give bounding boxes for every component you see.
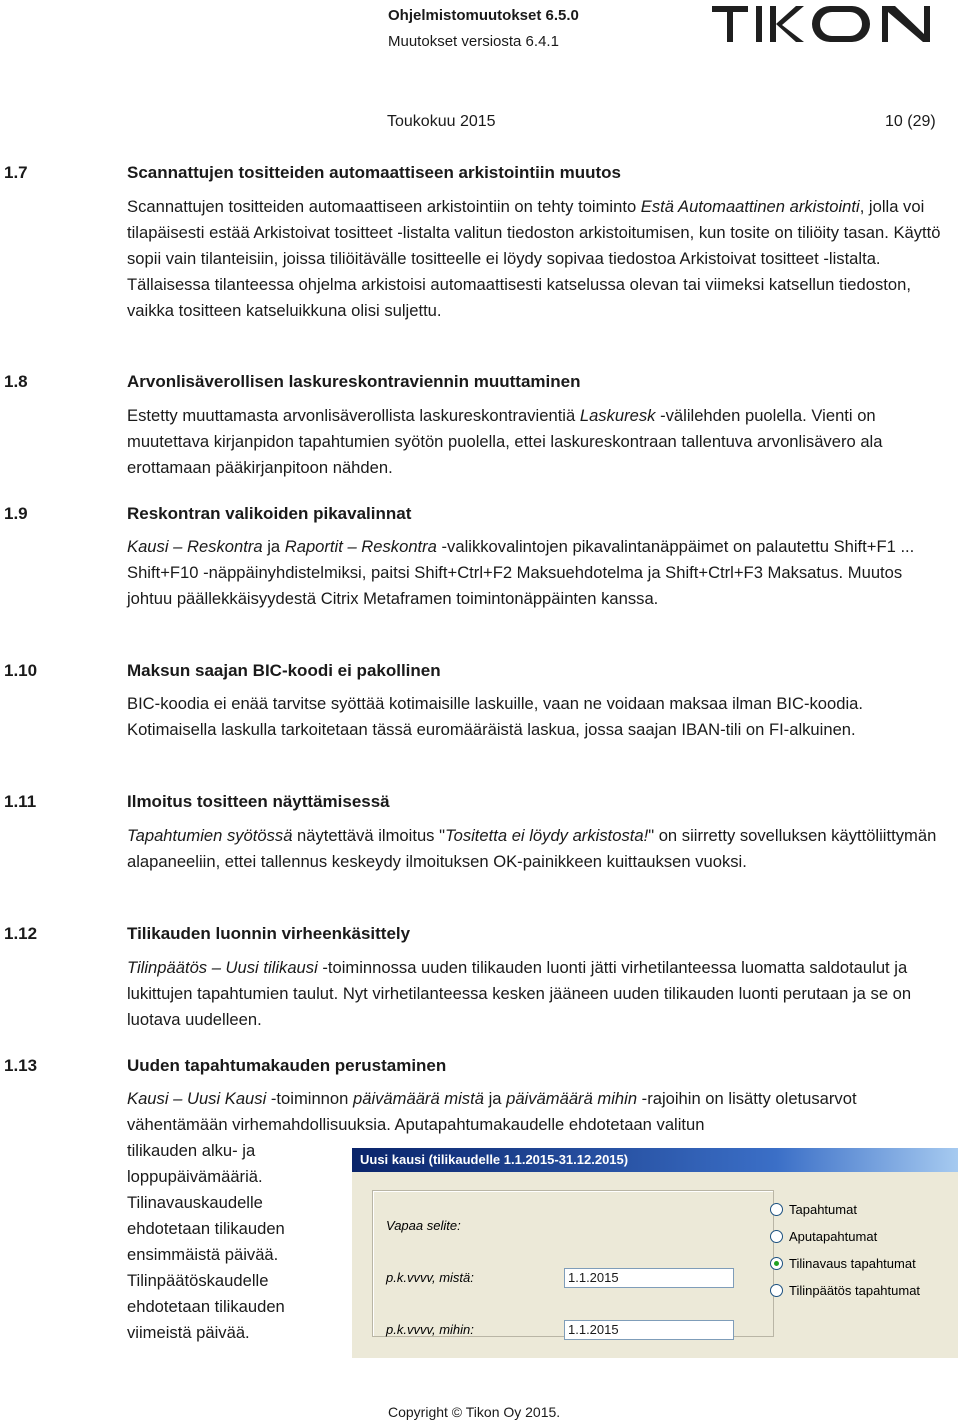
doc-date: Toukokuu 2015 [387, 113, 496, 130]
date-to-input[interactable]: 1.1.2015 [564, 1320, 734, 1340]
section-paragraph: Scannattujen tositteiden automaattiseen arkistointiin on tehty toiminto Estä Automaattinen arkistointi, jolla voi tilapäisesti estää Arkistoivat tositteet -listalta valitun tiedoston arkistoitumisen, kun tosite on tiliöity tasan. Käyttö sopii vain tilanteisiin, joissa tiliöitävälle tositteelle ei löydy sopivaa tiedostoa Arkistoivat tositteet -listalta. Tällaisessa tilanteessa ohjelma arkistoisi automaattisesti katselussa olevan tai viimeksi katsellun tiedoston, vaikka tositteen katseluikkuna olisi suljettu. [127, 197, 941, 320]
section-paragraph: Estetty muuttamasta arvonlisäverollista laskureskontravientiä Laskuresk -välilehden puolella. Vienti on muutettava kirjanpidon tapahtumien syötön puolella, ettei laskureskontraan tallentuva arvonlisävero ala erottamaan pääkirjanpitoon nähden. [127, 406, 883, 477]
section-title: Arvonlisäverollisen laskureskontraviennin muuttaminen [127, 372, 581, 391]
section-number: 1.12 [4, 924, 38, 943]
section-number: 1.8 [4, 372, 28, 391]
section-paragraph: Tilinpäätös – Uusi tilikausi -toiminnossa uuden tilikauden luonti jätti virhetilanteessa luomatta saldotaulut ja lukittujen tapahtumien taulut. Nyt virhetilanteessa kesken jääneen uuden tilikauden luonti perutaan ja se on luotava uudelleen. [127, 958, 912, 1029]
tikon-logo-mark [712, 4, 930, 44]
date-from-label: p.k.vvvv, mistä: [386, 1270, 474, 1285]
radio-aputapahtumat[interactable]: Aputapahtumat [770, 1229, 877, 1244]
doc-subtitle: Muutokset versiosta 6.4.1 [388, 33, 559, 50]
section-title: Reskontran valikoiden pikavalinnat [127, 504, 412, 523]
section-title: Tilikauden luonnin virheenkäsittely [127, 924, 411, 943]
footer-copyright: Copyright © Tikon Oy 2015. [388, 1404, 561, 1420]
doc-title: Ohjelmistomuutokset 6.5.0 [388, 7, 579, 24]
section-title: Ilmoitus tositteen näyttämisessä [127, 792, 390, 811]
section-number: 1.9 [4, 504, 28, 523]
radio-icon [770, 1203, 783, 1216]
radio-tilinavaus[interactable]: Tilinavaus tapahtumat [770, 1256, 916, 1271]
section-number: 1.10 [4, 661, 38, 680]
radio-icon [770, 1230, 783, 1243]
section-paragraph: Kausi – Reskontra ja Raportit – Reskontra -valikkovalintojen pikavalintanäppäimet on palautettu Shift+F1 ... Shift+F10 -näppäinyhdistelmiksi, paitsi Shift+Ctrl+F2 Maksuehdotelma ja Shift+Ctrl+F3 Maksatus. Muutos johtuu päällekkäisyydestä Citrix Metaframen toimintonäppäinten kanssa. [127, 537, 915, 608]
page-number: 10 (29) [885, 113, 936, 130]
dialog-title-bar: Uusi kausi (tilikaudelle 1.1.2015-31.12.2015) [352, 1148, 958, 1172]
section-number: 1.13 [4, 1056, 38, 1075]
section-paragraph: Kausi – Uusi Kausi -toiminnon päivämäärä mistä ja päivämäärä mihin -rajoihin on lisätty oletusarvot vähentämään virhemahdollisuuksia. Aputapahtumakaudelle ehdotetaan valitun [127, 1089, 857, 1134]
date-from-input[interactable]: 1.1.2015 [564, 1268, 734, 1288]
section-paragraph: Tapahtumien syötössä näytettävä ilmoitus "Tositetta ei löydy arkistosta!" on siirretty sovelluksen käyttöliittymän alapaneeliin, ettei tallennus keskeydy ilmoituksen OK-painikkeen kuittauksen vuoksi. [127, 826, 937, 871]
radio-selected-icon [770, 1257, 783, 1270]
tikon-logo [712, 4, 930, 44]
new-period-dialog [352, 1148, 958, 1358]
free-text-label: Vapaa selite: [386, 1218, 461, 1233]
radio-tilinpaatos[interactable]: Tilinpäätös tapahtumat [770, 1283, 920, 1298]
section-title: Uuden tapahtumakauden perustaminen [127, 1056, 447, 1075]
section-number: 1.11 [4, 792, 37, 811]
section-title: Scannattujen tositteiden automaattiseen arkistointiin muutos [127, 163, 622, 182]
radio-icon [770, 1284, 783, 1297]
dialog-field-group [372, 1190, 774, 1337]
section-paragraph: BIC-koodia ei enää tarvitse syöttää kotimaisille laskuille, vaan ne voidaan maksaa ilman BIC-koodia. Kotimaisella laskulla tarkoitetaan tässä euromääräistä laskua, jossa saajan IBAN-tili on FI-alkuinen. [127, 694, 864, 739]
section-side-text: tilikauden alku- ja loppupäivämääriä. Tilinavauskaudelle ehdotetaan tilikauden ensimmäistä päivää. Tilinpäätöskaudelle ehdotetaan tilikauden viimeistä päivää. [127, 1141, 285, 1342]
section-number: 1.7 [4, 163, 28, 182]
date-to-label: p.k.vvvv, mihin: [386, 1322, 474, 1337]
section-title: Maksun saajan BIC-koodi ei pakollinen [127, 661, 441, 680]
radio-tapahtumat[interactable]: Tapahtumat [770, 1202, 857, 1217]
